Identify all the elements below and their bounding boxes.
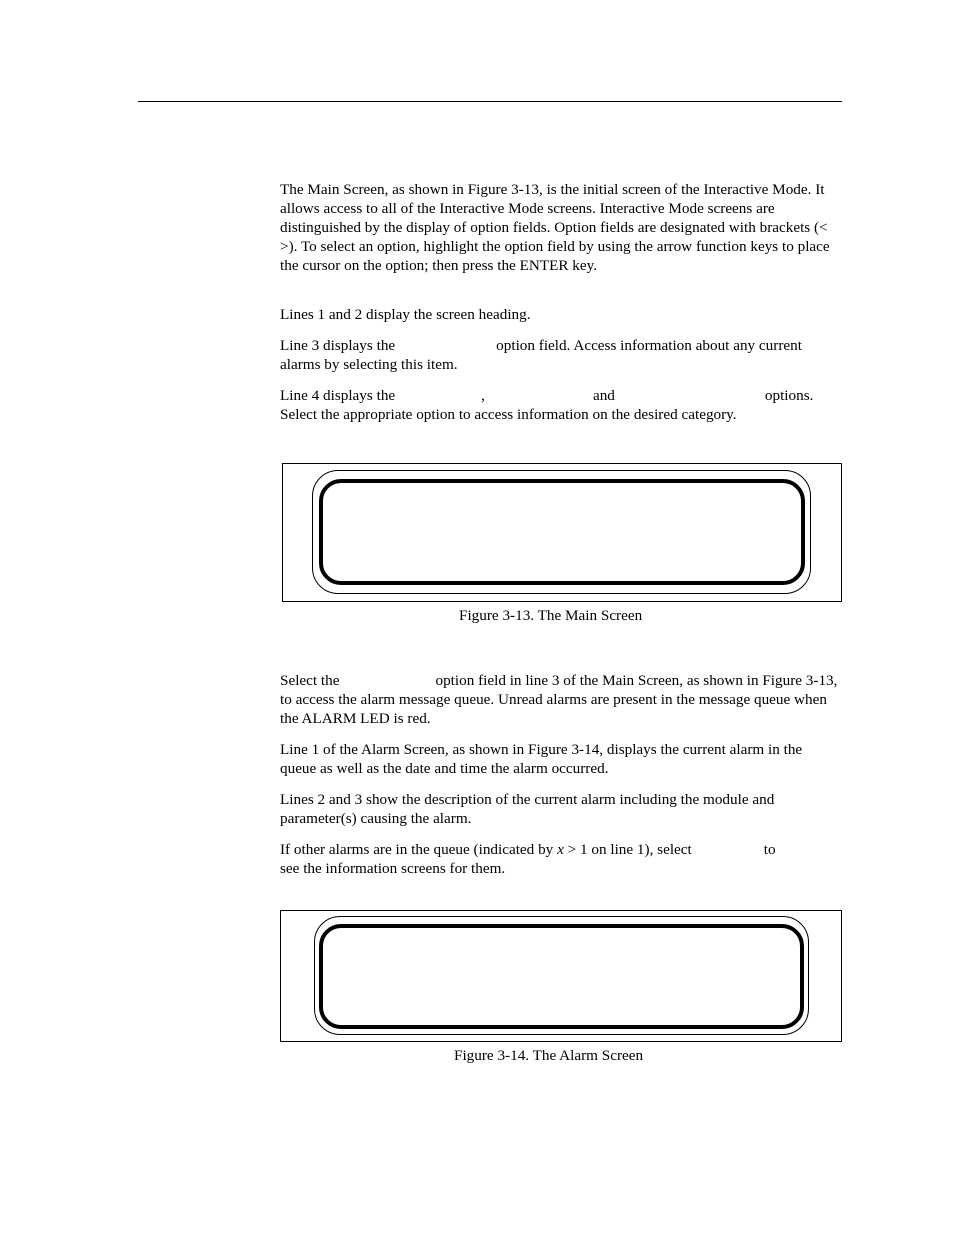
line-3-text-a: Line 3 displays the xyxy=(280,337,396,354)
alarm-select-text-a: Select the xyxy=(280,672,340,689)
alarm-line-1-paragraph: Line 1 of the Alarm Screen, as shown in Figure 3-14, displays the current alarm in the queue as well as the date and time the alarm occurred. xyxy=(280,741,803,777)
alarm-lines-2-3-paragraph: Lines 2 and 3 show the description of the current alarm including the module and parameter(s) causing the alarm. xyxy=(280,791,775,827)
lines-1-2-paragraph: Lines 1 and 2 display the screen heading. xyxy=(280,306,531,323)
alarm-other-x: x xyxy=(557,841,564,858)
line-4-text-b: options. Select the appropriate option to access information on the desired category. xyxy=(280,387,814,423)
alarm-other-text-a: If other alarms are in the queue (indicated by xyxy=(280,841,554,858)
header-rule xyxy=(138,101,842,102)
alarm-other-to: to xyxy=(763,841,776,858)
figure-3-14-lcd-display xyxy=(319,924,804,1029)
alarm-other-text-b: > 1 on line 1), select xyxy=(567,841,692,858)
figure-3-14-caption: Figure 3-14. The Alarm Screen xyxy=(454,1047,644,1064)
line-4-and: and xyxy=(592,387,615,404)
alarm-select-text-b: option field in line 3 of the Main Screen, as shown in Figure 3-13, to access the alarm message queue. Unread alarms are present in the message queue when the ALARM LED is red. xyxy=(280,672,838,727)
figure-3-13-lcd-display xyxy=(319,479,805,585)
line-4-paragraph xyxy=(280,386,842,424)
line-4-comma: , xyxy=(481,387,485,404)
line-3-text-b: option field. Access information about any current alarms by selecting this item. xyxy=(280,337,802,373)
figure-3-13-caption: Figure 3-13. The Main Screen xyxy=(459,607,643,624)
alarm-select-paragraph xyxy=(280,671,842,728)
line-4-text-a: Line 4 displays the xyxy=(280,387,396,404)
main-screen-intro: The Main Screen, as shown in Figure 3-13, is the initial screen of the Interactive Mode. It allows access to all of the Interactive Mode screens. Interactive Mode screens are distinguished by the display of option fields. Option fields are designated with brackets (< >). To select an option, highlight the option field by using the arrow function keys to place the cursor on the option; then press the ENTER key. xyxy=(280,181,830,274)
alarm-other-text-c: see the information screens for them. xyxy=(280,860,506,877)
line-3-paragraph xyxy=(280,336,842,374)
alarm-other-paragraph xyxy=(280,840,842,878)
